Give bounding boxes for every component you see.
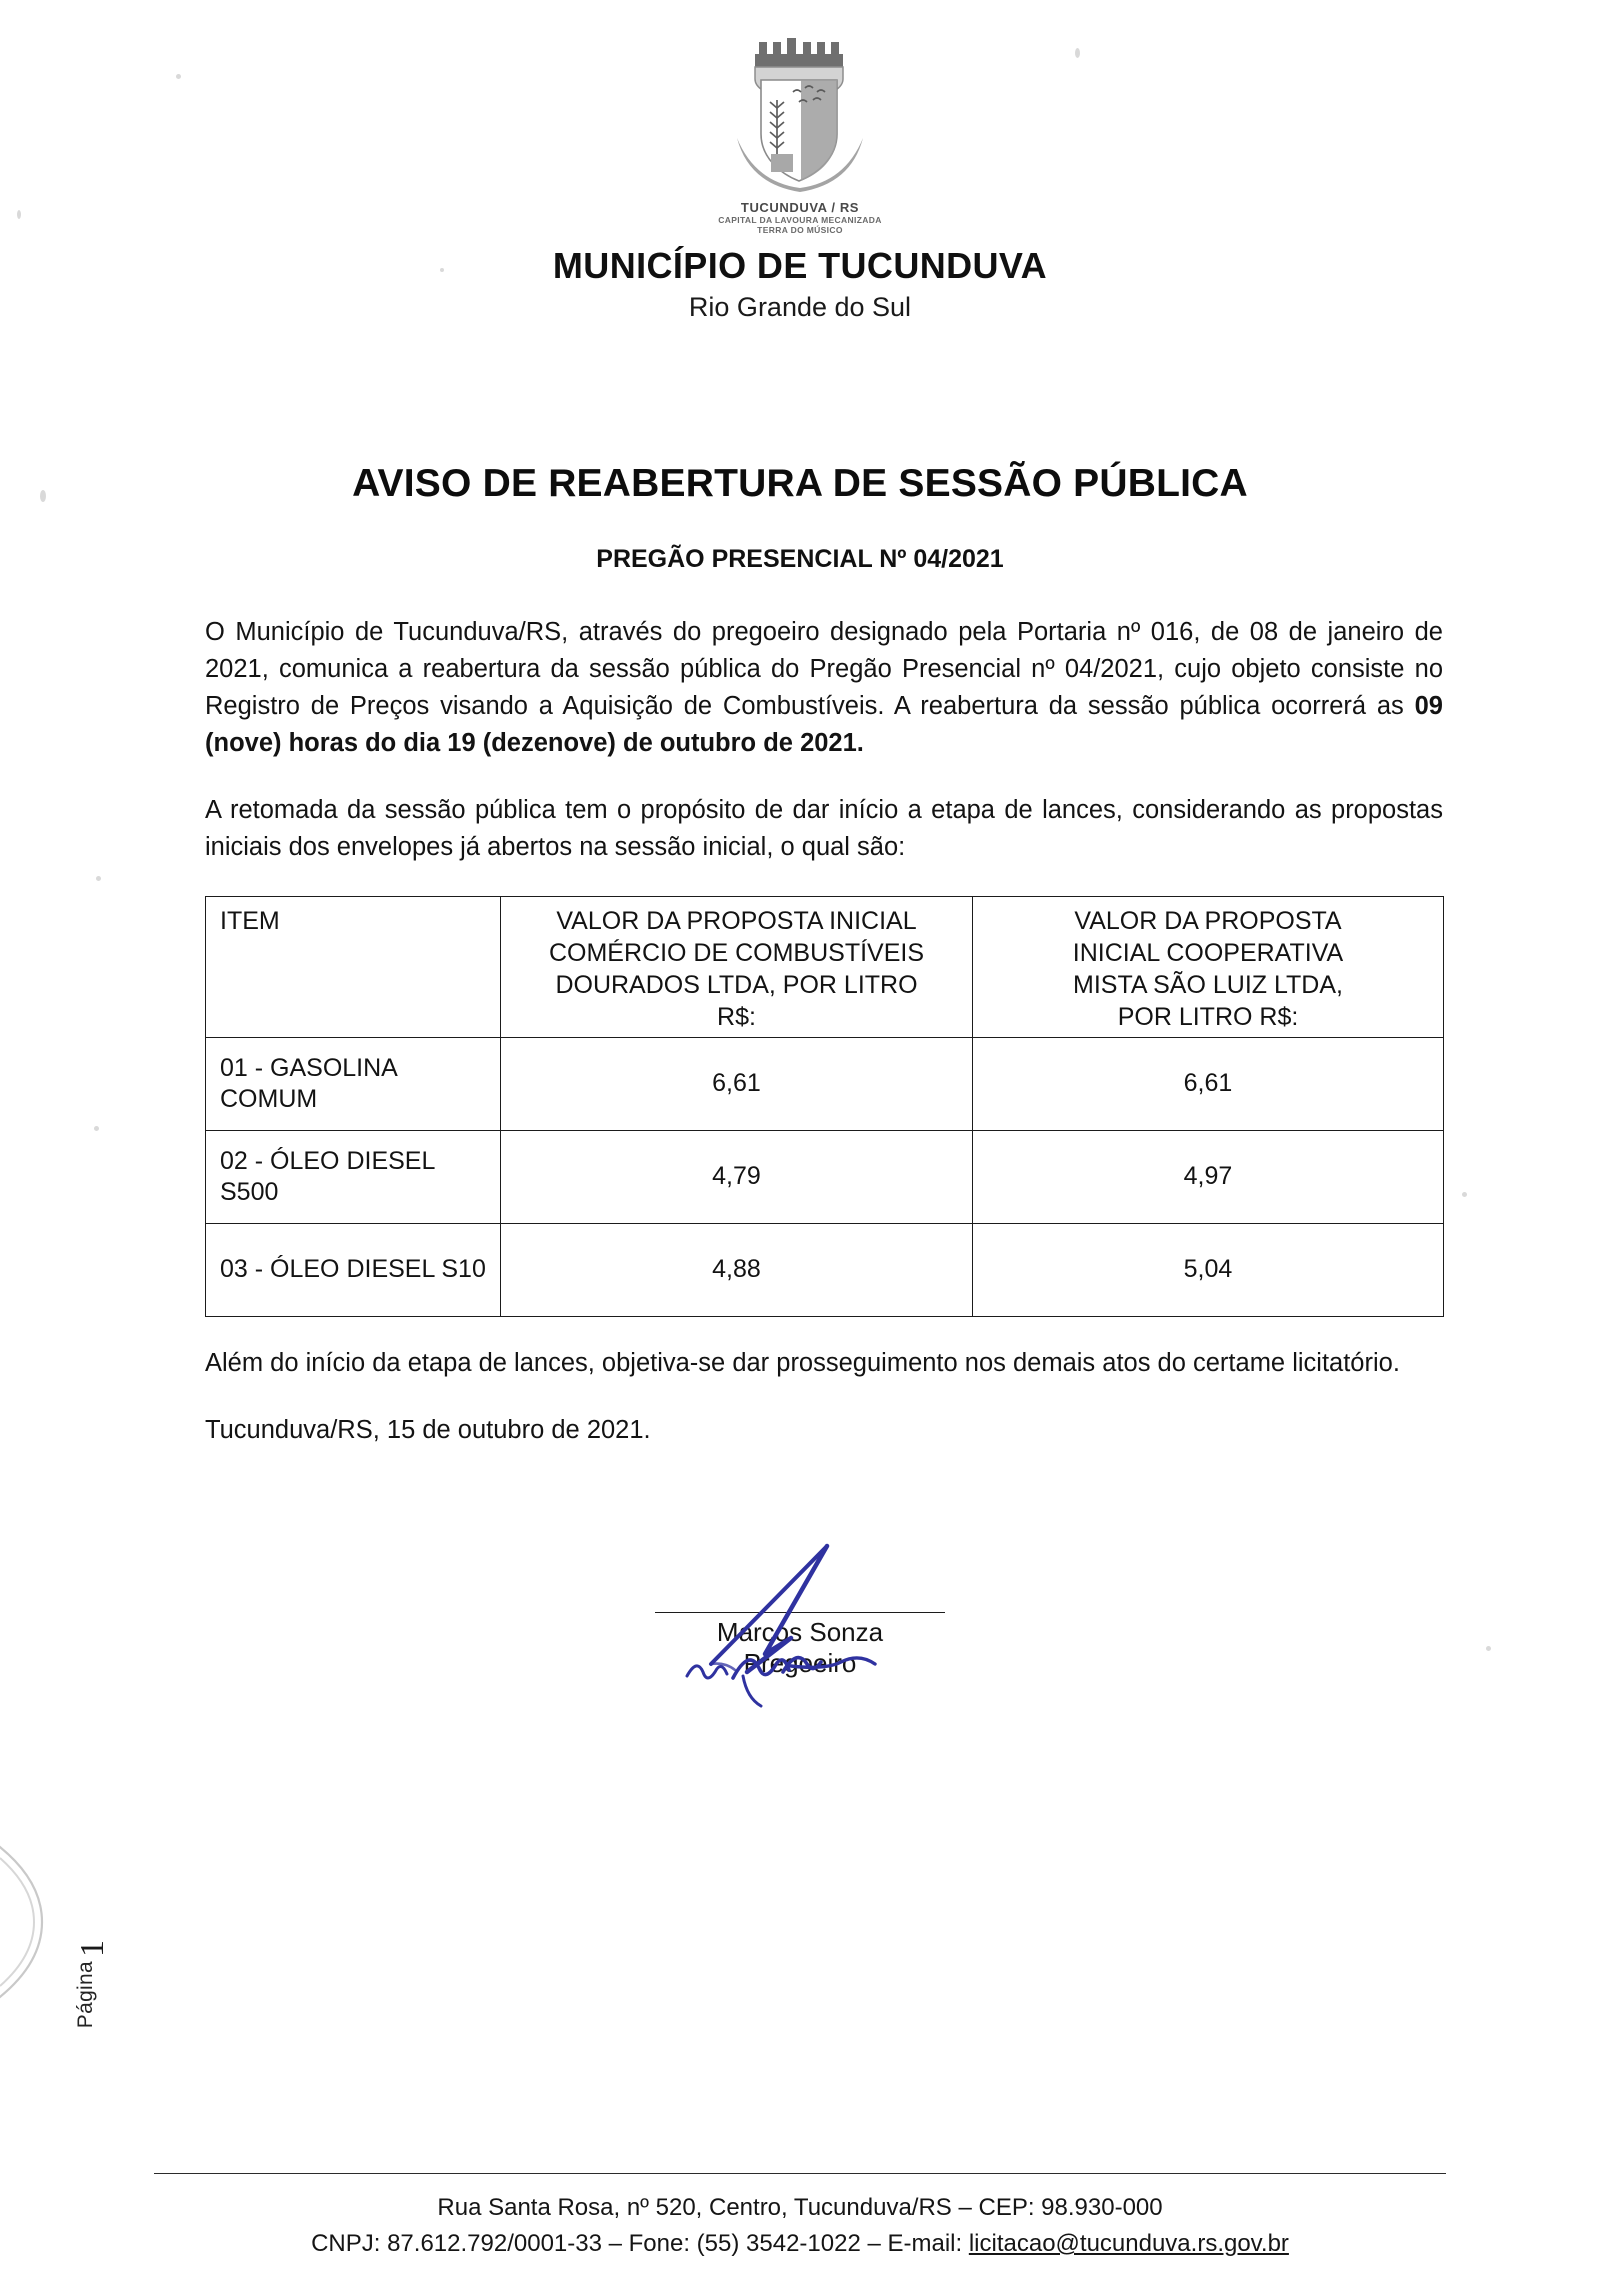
signatory-name: Marcos Sonza — [716, 1617, 884, 1647]
page-title: AVISO DE REABERTURA DE SESSÃO PÚBLICA — [352, 462, 1248, 505]
scan-speck — [94, 1126, 99, 1131]
table-header-item: ITEM — [206, 896, 501, 1037]
signatory-role: Pregoeiro — [743, 1648, 857, 1679]
paragraph-announcement — [205, 614, 1443, 762]
page-edge-curl-icon — [0, 1832, 56, 2012]
footer-contact — [0, 2226, 1600, 2262]
table-header-supplier-b — [973, 896, 1444, 1037]
letterhead — [0, 26, 1600, 235]
document-body — [205, 614, 1443, 1449]
document-subtitle: PREGÃO PRESENCIAL Nº 04/2021 — [596, 545, 1004, 573]
table-cell-value-b: 6,61 — [973, 1037, 1444, 1130]
table-header-supplier-a — [501, 896, 973, 1037]
table-header-supplier-b-line-4: POR LITRO R$: — [1117, 1002, 1299, 1031]
table-cell-value-b: 5,04 — [973, 1223, 1444, 1316]
page-number-label: Página — [74, 1961, 97, 2029]
paragraph-continuation: Além do início da etapa de lances, objetiva-se dar prosseguimento nos demais atos do certame licitatório. — [205, 1348, 1400, 1377]
table-cell-value-a: 6,61 — [501, 1037, 973, 1130]
proposals-table — [205, 896, 1444, 1317]
table-body — [206, 1037, 1444, 1316]
table-cell-item: 01 - GASOLINA COMUM — [206, 1037, 501, 1130]
page-footer — [0, 2173, 1600, 2262]
table-cell-value-a: 4,88 — [501, 1223, 973, 1316]
paragraph-announcement-text: O Município de Tucunduva/RS, através do pregoeiro designado pela Portaria nº 016, de 08 de janeiro de 2021, comunica a reabertura da sessão pública do Pregão Presencial nº 04/2021, cujo objeto consiste no Registro de Preços visando a Aquisição de Combustíveis. A reabertura da sessão pública ocorrerá as — [205, 618, 1443, 720]
table-header-supplier-b-line-3: MISTA SÃO LUIZ LTDA, — [1073, 970, 1343, 999]
place-and-date: Tucunduva/RS, 15 de outubro de 2021. — [205, 1415, 651, 1444]
crest-caption — [0, 200, 1600, 235]
table-row — [206, 1223, 1444, 1316]
table-row — [206, 1130, 1444, 1223]
signature-line — [655, 1612, 945, 1613]
organization-state: Rio Grande do Sul — [688, 292, 912, 322]
signature-wrapper — [635, 1612, 965, 1679]
page-number-value: 1 — [74, 1940, 111, 1957]
table-head — [206, 896, 1444, 1037]
scan-speck — [1462, 1192, 1467, 1197]
table-header-supplier-a-line-1: VALOR DA PROPOSTA INICIAL — [556, 906, 917, 935]
table-header-row — [206, 896, 1444, 1037]
signature-block — [0, 1612, 1600, 1679]
page-number-marker — [74, 1940, 114, 2028]
table-cell-item: 02 - ÓLEO DIESEL S500 — [206, 1130, 501, 1223]
table-header-supplier-b-line-1: VALOR DA PROPOSTA — [1074, 906, 1342, 935]
footer-contact-text: CNPJ: 87.612.792/0001-33 – Fone: (55) 3542-1022 – E-mail: — [311, 2230, 969, 2257]
table-row — [206, 1037, 1444, 1130]
table-header-supplier-a-line-4: R$: — [717, 1002, 756, 1031]
table-cell-value-a: 4,79 — [501, 1130, 973, 1223]
coat-of-arms-icon — [715, 26, 885, 198]
table-header-supplier-a-line-3: DOURADOS LTDA, POR LITRO — [555, 970, 918, 999]
paragraph-purpose: A retomada da sessão pública tem o propósito de dar início a etapa de lances, considerando as propostas iniciais dos envelopes já abertos na sessão inicial, o qual são: — [205, 795, 1443, 861]
table-cell-value-b: 4,97 — [973, 1130, 1444, 1223]
footer-email-link[interactable]: licitacao@tucunduva.rs.gov.br — [968, 2230, 1289, 2257]
footer-divider — [154, 2173, 1446, 2174]
scan-speck — [96, 876, 101, 881]
footer-address: Rua Santa Rosa, nº 520, Centro, Tucunduva/RS – CEP: 98.930-000 — [437, 2194, 1163, 2221]
crest-city: TUCUNDUVA / RS — [740, 200, 860, 215]
crest-motto-1: CAPITAL DA LAVOURA MECANIZADA — [718, 215, 882, 226]
table-header-supplier-b-line-2: INICIAL COOPERATIVA — [1072, 938, 1344, 967]
table-header-supplier-a-line-2: COMÉRCIO DE COMBUSTÍVEIS — [548, 938, 925, 967]
organization-name: MUNICÍPIO DE TUCUNDUVA — [552, 245, 1048, 286]
paragraph-announcement-datetime: 09 (nove) horas do dia 19 (dezenove) de outubro de 2021. — [205, 691, 1443, 757]
crest-motto-2: TERRA DO MÚSICO — [757, 225, 843, 236]
table-cell-item: 03 - ÓLEO DIESEL S10 — [206, 1223, 501, 1316]
